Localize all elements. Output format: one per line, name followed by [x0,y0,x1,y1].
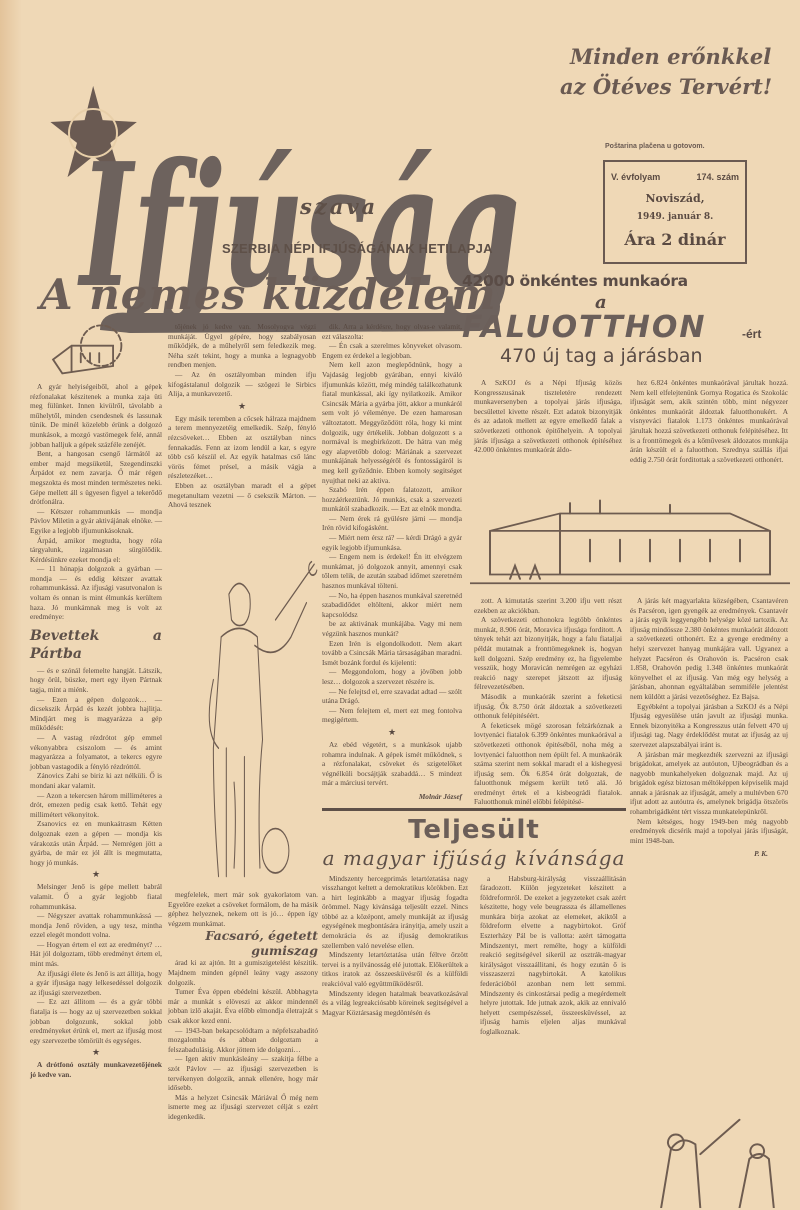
issue-info-box [603,160,747,264]
city: Noviszád, [645,192,705,205]
paragraph: A feketicsek mögé szorosan felzárkóznak a lovtyenáci fiatalok 6.399 önkéntes munkaórával a szövetkezeti otthonok épitéséből, noha még a lovtyenáci faluotthon nem épült fel. A munkaórák száma szerint nem sokkal maradt el a kishegyesi ifjuság sem. Ők 6.854 órát dolgoztak, de faluotthonuk mégsem került tető alá. Jó eredményt értek el a kisbeográdi fiatalok. Faluotthonuk minél előbbi felépitésé- [474,720,622,807]
paragraph: A gyár helyiségeiből, ahol a gépek rézfonalakat készitenek a munka zaja üti meg fülünket. Innen kivülről, távolabb a műhelytől, minden csendesnek és lassunak tünik. De minél közelebb érünk a dolgozó munkások, a mozgó vastömegek felé, annál jobban halljuk a gépek százféle zenéjét. [30,382,162,449]
subheadline-teljesult: a magyar ifjúság kívánsága [322,845,626,870]
paragraph: — Nem érek rá gyülésre járni — mondja Irén rövid kifogásként. [322,513,462,533]
village-home-illustration [470,496,790,592]
headline-main: A nemes küzdelem [40,270,497,319]
paragraph: — 11 hónapja dolgozok a gyárban — mondja — és eddig kétszer avattak rohammunkássá. Az ifjusági vasutvonalon is voltam és onnan is mint élmunkás kerültem haza. Jó munkámnak meg is volt az eredménye: [30,564,162,622]
star-separator-icon: ★ [91,1047,101,1058]
paragraph: — Engem nem is érdekel! Én itt elvégzem munkámat, jó dolgozok annyit, amennyi csak tőlem telik, de azután szabad időmet szeretném hasznos munkával tölteni. [322,552,462,591]
paragraph: — Nem felejtem el, mert ezt meg fontolva megigértem. [322,705,462,725]
paragraph: Nem kell azon meglepődnünk, hogy a Vajdaság legjobb gyárában, ennyi kiváló ifjumunkás között, még mindég találkozhatunk fiatal munkással, aki így nyilatkozik. Amikor Csincsák Mária a gyárba jött, akkor a munkáról sem volt jó véleménye. De ezen hamarosan változtatott. Meggyőződött róla, hogy ki mint dolgozik, ugy értékelik. Jobban dolgozott s a normával is megbirkózott. De hátra van még egy alapvetőbb dolog: Máriának a szervezet munkájának helyességéről és fontosságáról is meg kell győződnie. Ebben komoly segitséget nyujthat neki az aktiva. [322,360,462,485]
paragraph: — Miért nem érsz rá? — kérdi Drágó a gyár egyik legjobb ifjumunkása. [322,533,462,552]
headline-faluotthon: FALUOTTHON [462,310,707,345]
paragraph: — Azon a tekercsen három milliméteres a drót, emezen pedig csak kettő. Tehát egy millimétert vékonyitok. [30,790,162,819]
paragraph: árad ki az ajtón. Itt a gumiszigetelést készitik. Majdnem minden gépnél leány vagy asszony dolgozik. [168,958,318,987]
factory-gear-illustration [40,318,140,378]
issue-date: 1949. január 8. [636,212,714,222]
paragraph: — Ezen a gépen dolgozok… — dicsekszik Árpád és kezét jobbra hajlitja. Mindjárt meg is magyarázza a gép működését: [30,694,162,733]
paragraph: Árpád, amikor megtudta, hogy róla tárgyalunk, izgalmasan sürgölődik. Kérdésünkre ezeket mondja el: [30,535,162,564]
paragraph: — Kétszer rohammunkás — mondja Pávlov Miletin a gyár aktivájának elnöke. — Egyike a legjobb ifjumunkásoknak. [30,506,162,535]
paragraph: be az aktivának munkájába. Vagy mi nem végzünk hasznos munkát? [322,619,462,638]
paragraph: — No, ha éppen hasznos munkával szeretnéd szabadidődet eltölteni, akkor miért nem kapcsolódsz [322,590,462,619]
paragraph: — Ne felejtsd el, erre szavadat adtad — szólt utána Drágó. [322,686,462,706]
paragraph: Az ifjusági élete és Jenő is azt állitja, hogy a gyár ifjusága nagy lelkesedéssel dolgozik az ifjusági szervezetben. [30,968,162,997]
headline-faluotthon-top: 42000 önkéntes munkaóra [462,272,688,290]
paragraph: Nem kétséges, hogy 1949-ben még nagyobb eredmények dicsérik majd a topolyai járás ifjuságát, mint 1948-ban. [630,816,788,845]
paragraph: — Igen aktiv munkásleány — szakitja félbe a szót Pávlov — az ifjusági szervezetben is tervékenyen dolgozik, annak ellenére, hogy már idősebb. [168,1054,318,1093]
issue-number: 174. szám [696,172,739,182]
paragraph: — Ez azt állitom — és a gyár többi fiatalja is — hogy az uj szervezetben sokkal jobban dolgozunk, sokkal jobb eredményeket érünk el, mert az ifjuság most egy szervezetbe tömörült és egységes. [30,997,162,1045]
price: Ára 2 dinár [624,230,726,249]
slogan [560,42,795,102]
paragraph: Mindszenty letartóztatása után féltve őrzött tervei is a nyilvánosság elé jutottak. Előkerültek a titkos iratok az összeesküvésről és a külföldi reakcióval való együttműködésről. [322,950,468,989]
paragraph: A SzKOJ és a Népi Ifjuság közös Kongresszusának tiszteletére rendezett munkaversenyben a topolyai járás ifjusága, becsülettel kivette részét. Ezt adatok bizonyitják és az adatok mellett az egyre emelkedő falak a szövetkezeti otthonok épitőhelyein. A topolyai járás ifjusága a szövetkezeti otthonok épitéséhez 42.000 önkéntes munkaórát áldo- [474,378,622,455]
section-divider [322,808,626,811]
star-separator-icon: ★ [387,726,397,737]
paragraph: dik. Arra a kérdésre, hogy olvas-e valamit, ezt válaszolta: [322,322,462,341]
paragraph: A járásban már megkezdték szervezni az ifjusági brigádokat, amelyek az autóuton, Ujbeográdban és a nagyobb munkahelyeken dolgoznak majd. Az uj brigádok egész biztosan méltóképpen képviselik majd annak a járásnak az ifjuságát, amely a multévben 670 ifjut adott az autóutra és, amelynek brigádja ötszörös rohambrigádként tért vissza munkatelepünkről. [630,749,788,817]
teljesult-columns [322,874,626,1037]
paragraph: — Én csak a szerelmes könyveket olvasom. Engem ez érdekel a legjobban. [322,341,462,360]
paragraph: Szabó Irén éppen falatozott, amikor hozzáérkeztünk. Jó munkás, csak a szervezeti munkától szabadkozik. — Ezt az elnök mondta. [322,485,462,514]
paragraph: A szövetkezeti otthonokra legtöbb önkéntes munkát, 8.906 órát, Moravica ifjusága forditott. A tények tehát azt bizonyitják, hogy a falu fiataljai példát mutatnak a fronttömegeknek is, hogyan kell dolgozni. Szép eredmény ez, ha figyelembe vesszük, hogy Moravicán nemrégen az egyházi reakció nagy szerepet játszott az ifjuság félrevezetésében. [474,615,622,692]
paragraph: Mindszenty hercegprimás letartóztatása nagy visszhangot keltett a demokratikus körökben. Ezt a hirt leginkább a magyar ifjuság fogadta örömmel. Nagy kivánsága teljesült ezzel. Nincs többé az a középont, amely munkáját az ifjuság egységének megbontására irányitja, amely uszit a demokrácia és az ifjuság demokratikus szellemben való nevelése ellen. [322,873,468,950]
faluotthon-column-1-bottom [474,596,622,807]
paragraph: Bent, a hangosan csengő lármától az ember majd megsüketül, Szegendinszki Árpádot ez nem zavarja. Ő már régen megszokta és most minden természetes neki. Gépe mellett áll s ügyesen figyel a tekerődő drótfonálra. [30,449,162,507]
paragraph: Mindszenty idegen hatalmak beavatkozásával és a világ legreakciósabb köreinek segitségével a Magyar Köztársaság megdöntésén és [322,988,468,1017]
paragraph: — Meggondolom, hogy a jövőben jobb lesz… dolgozok a szervezet részére is. [322,667,462,686]
slogan-line: Minden erőnkkel [570,44,772,69]
workers-illustration [640,1110,790,1208]
paragraph: Ebben az osztályban maradt el a gépet megetanultam vezetni — ő csekszik Márton. — Ahová tesznek [168,480,316,510]
paragraph: — A vastag rézdrótot gép emmel vékonyabbra csiszolom — és amint magyarázza a folyamatot, a tekercs egyre jobban vastagodik a fényló rézdróttól. [30,733,162,771]
headline-teljesult: Teljesült [408,814,540,845]
paragraph: hez 6.824 önkéntes munkaórával járultak hozzá. Nem kell elfelejtenünk Gornya Rogatica és Szokolác ifjuságát sem, akik szintén több, mint négyezer önkéntes munkaórát áldoztak faluotthonukért. A visnyeváci fiatalok 1.173 önkéntes munkaórával járultak hozzá szövetkezeti otthonuk felépitéséhez. Itt is a fronttömegek és a kőművesek áldozatos munkája árán készült el a faluotthon. Szrednya szállás ifjai eddig 2.750 órát forditottak a szövetkezeti otthonért. [630,378,788,464]
paragraph: Egyébként a topolyai járásban a SzKOJ és a Népi Ifjuság egyesülése után javult az ifjusági munka. Ennek bizonyitéka a Kongresszus után felvett 470 uj ifjusági tag. Nagy érdeklődést mutat az ifjuság az uj szervezet alapszabályai iránt is. [630,701,788,749]
volume: V. évfolyam [611,172,661,182]
subheading-facsaro: Facsaró, égetett gumiszag [205,928,318,959]
author-signature: P. K. [754,849,768,859]
paragraph: zott. A kimutatás szerint 3.200 ifju vett részt ezekben az akciókban. [474,596,622,615]
main-article-column-2-bottom [168,890,318,1121]
main-article-column-2-top [168,322,316,510]
main-article-column-3 [322,322,462,802]
paragraph: A járás két magyarlakta községében, Csantavéren és Pacséron, igen gyengék az eredmények. Csantavér a járás egyik leggyengébb helysége közé tartozik. Az ifjuság mindössze 2.380 önkéntes munkaórát áldozott a szövetkezeti otthonért. Ez a gyenge eredmény a helyi szervezet hanyag munkájára vall. Ugyanez a helyzet Pacséron és Orahovón is. Pacséron csak 1.858, Orahovón pedig 1.348 önkéntes munkaórát könyvelhet el az ifjuság. Van még egy helység a járásban, ahonnan egyáltalában semmiféle jelentést nem küldött a járási vezetőséghez. Ez Bajsa. [630,596,788,701]
paragraph: Második a munkaórák szerint a feketicsi ifjuság. Ők 8.750 órát áldoztak a szövetkezeti otthonuk felépitéséért. [474,691,622,721]
slogan-line: az Ötéves Tervért! [560,74,773,99]
teljesult-column-1 [322,874,468,1037]
paragraph: Zsanovics ez en munkaátrasm Kétten dolgoznak ezen a gépen — mondja kis várakozás után Árpád. — Nemrégen jött a gyárba, de már ez jól állt is megmutatta, hogy jó munkás. [30,819,162,867]
postal-note: Poštarina plačena u gotovom. [605,143,705,150]
paragraph: A drótfonó osztály munkavezetőjének jó kedve van. [30,1060,162,1079]
paragraph: a Habsburg-királyság visszaállitásán fáradozott. Külön jegyzeteket készitett a földreformról. De ezeket a jegyzeteket csak azért készitette, hogy vele beugrassza és államellenes munkára birja azokat az elemeket, akiktől a földreform elvette a nagybirtokot. Gróf Eszterházy Pál be is vallotta: azért támogatta Mindszentyt, mert remélte, hogy a külföldi reakció segitségével sikerül az osztrák-magyar királyságot visszaállitani, és hogy ezután ő is visszaszerzi nagybirtokát. A katolikus federációból azonban nem lett semmi. Mindszenty és cinkostársai pedig a megérdemelt helyre jutottak. Ide jutnak azok, akik az ennivaló helyett csempészéssel, összeesküvéssel, az ifjuság hamis eljelen aljas munkával foglalkoznak. [480,873,626,1036]
main-article-column-1 [30,382,162,1080]
star-separator-icon: ★ [91,869,101,880]
paragraph: — 1943-ban bekapcsolódtam a népfelszabaditó mozgalomba és abban dolgoztam a felszabadulásig. Akkor jöttem ide dolgozni… [168,1025,318,1054]
masthead-title: Ifjúság [77,126,521,326]
paragraph: Ezen Irén is elgondolkodott. Nem akart tovább a Csincsák Mária társaságában maradni. Ismét bozánk fordul és kijelenti: [322,638,462,667]
subheadline-470: 470 új tag a járásban [500,345,703,367]
faluotthon-column-2-top [630,378,788,464]
paragraph: Egy másik teremben a cőcsek hálraza majdnem a terem mennyezetéig emelkedik. Szép, fényló rézcsöveket… Ebben az osztályban nincs fennakadás. Fenn az izom lendül a kar, s egyre több cső készül el. Az egyik hatalmas cső lánc vörös fémet présel, a másik vágja a részletezéket… [168,413,316,481]
paragraph: — Az én osztályomban minden ifju kifogástalanul dolgozik — szögezi le Sirbics Alija, a munkavezető. [168,369,316,399]
paragraph: — Hogyan értem el ezt az eredményt? … Hát jól dolgoztam, több eredményt értem el, mint más. [30,939,162,969]
paragraph: Tumer Éva éppen ebédelni készül. Abbhagyta már a munkát s elöveszi az akkor mindennél jobban izlő akaját. Éva előbb elmondja életrajzát s csak akkor kezd enni. [168,987,318,1025]
masthead-tagline: SZERBIA NÉPI IFJÚSÁGÁNAK HETILAPJA [222,241,493,256]
paragraph: Melsinger Jenő is gépe mellett babrál valamit. Ő a gyár legjobb fiatal rohammunkása. [30,882,162,911]
paragraph: Az ebéd végetért, s a munkások ujabb rohamra indulnak. A gépek ismét működnek, s a rézfonalakat, csöveket és szigetelőket végnélküli bocsájtják szabaddá… S mindezt már a márciusi tervért. [322,739,462,788]
teljesult-column-2 [480,874,626,1037]
author-signature: Molnár József [418,791,462,801]
paragraph: — Négyszer avattak rohammunkássá — mondja Jenő röviden, a ugy tesz, mintha ezzel elegét mondott volna. [30,911,162,940]
paragraph: Zánovics Zahi se biriz ki azt nélküli. Ő is mondani akar valamit. [30,771,162,790]
paragraph: Más a helyzet Csincsák Máriával Ő még nem ismerte meg az ifjusági szervezet célját s ezért idegenkedik. [168,1092,318,1121]
subheading-bevettek: Bevettek a Pártba [30,627,162,662]
masthead-subtitle-szava: szava [300,194,379,219]
headline-faluotthon-suffix: -ért [742,327,762,341]
star-separator-icon: ★ [237,400,247,411]
worker-illustration [172,560,322,885]
paragraph: tőjének jó kedve van. Mosolyogva végzi munkáját. Ügyel gépére, hogy szabályosan működjék, de a műhelyről sem feledkezik meg. Néha szét tekint, hogy a munka a legnagyobb rendben menjen. [168,322,316,370]
headline-faluotthon-a: a [595,292,607,313]
faluotthon-column-1-top [474,378,622,455]
page-edge [0,0,22,1210]
paragraph: — és e szónál felemelte hangját. Látszik, hogy örül, büszke, mert egy ilyen Pártnak tagja, mint a miénk. [30,665,162,695]
faluotthon-column-2-bottom [630,596,788,859]
paragraph: megfelelek, mert már sok gyakorlatom van. Egyelőre ezeket a csöveket formálom, de ha másik géphez helyeznek, nekem ott is jó… éppen így végzem munkámat. [168,890,318,928]
